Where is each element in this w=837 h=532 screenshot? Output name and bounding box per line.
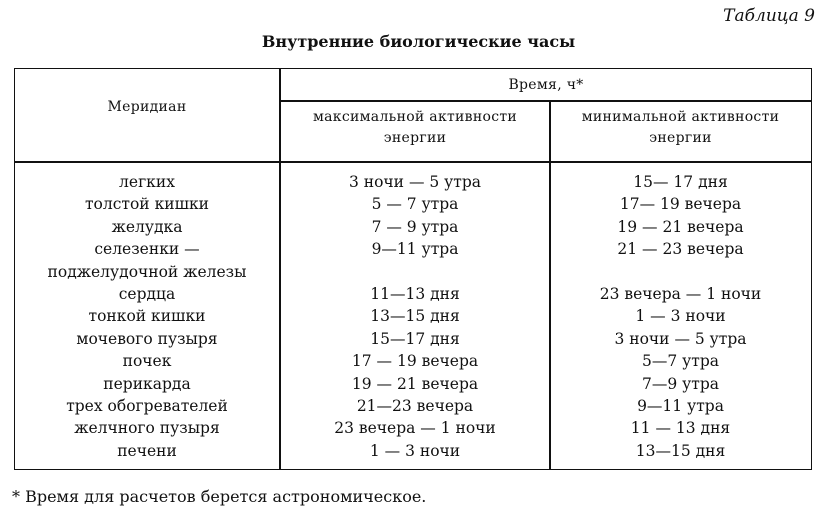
table-title: Внутренние биологические часы xyxy=(261,32,576,51)
meridian-cell: трех обогревателей xyxy=(66,397,228,415)
table-row xyxy=(15,440,810,462)
max-activity-cell: 5 — 7 утра xyxy=(371,195,459,214)
table-number-label: Таблица 9 xyxy=(723,6,815,26)
min-activity-cell: 21 — 23 вечера xyxy=(617,240,744,259)
max-activity-cell: 15—17 дня xyxy=(370,329,460,348)
table-row xyxy=(15,373,810,395)
min-activity-cell: 3 ночи — 5 утра xyxy=(614,329,747,348)
min-activity-cell: 23 вечера — 1 ночи xyxy=(599,285,762,303)
max-activity-cell: 7 — 9 утра xyxy=(371,217,459,236)
header-time-divider xyxy=(279,100,811,102)
min-activity-cell: 19 — 21 вечера xyxy=(617,217,744,236)
table-row xyxy=(15,261,810,283)
max-activity-cell: 11—13 дня xyxy=(370,285,460,303)
min-activity-cell: 7—9 утра xyxy=(641,374,719,393)
meridian-cell: селезенки — xyxy=(94,240,200,259)
table-row xyxy=(15,395,810,417)
header-meridian: Меридиан xyxy=(107,99,187,115)
max-activity-cell: 23 вечера — 1 ночи xyxy=(334,419,496,438)
table-row xyxy=(15,283,810,305)
table-row xyxy=(15,216,810,238)
table-row xyxy=(15,305,810,327)
header-max-line2: энергии xyxy=(383,130,447,146)
table-row xyxy=(15,171,810,193)
meridian-cell: желудка xyxy=(111,217,183,236)
meridian-cell: печени xyxy=(117,441,177,460)
max-activity-cell: 3 ночи — 5 утра xyxy=(348,173,482,191)
min-activity-cell: 11 — 13 дня xyxy=(630,419,731,438)
min-activity-cell: 17— 19 вечера xyxy=(619,195,742,214)
header-max-activity xyxy=(281,107,549,149)
footnote: * Время для расчетов берется астрономическое. xyxy=(12,487,427,506)
header-min-line2: энергии xyxy=(649,130,712,146)
meridian-cell: мочевого пузыря xyxy=(76,329,218,348)
header-max-line1: максимальной активности xyxy=(312,109,518,125)
header-bottom-divider xyxy=(15,161,811,163)
min-activity-cell: 15— 17 дня xyxy=(633,173,728,191)
table-row xyxy=(15,328,810,350)
max-activity-cell: 17 — 19 вечера xyxy=(351,352,479,371)
table-row xyxy=(15,417,810,439)
max-activity-cell: 21—23 вечера xyxy=(356,397,474,415)
meridian-cell: перикарда xyxy=(103,374,191,393)
min-activity-cell: 5—7 утра xyxy=(641,352,719,371)
meridian-cell: легких xyxy=(119,173,175,191)
max-activity-cell: 9—11 утра xyxy=(371,240,459,259)
min-activity-cell: 9—11 утра xyxy=(637,397,724,415)
biological-clock-table xyxy=(14,68,812,470)
max-activity-cell: 1 — 3 ночи xyxy=(369,441,461,460)
table-row xyxy=(15,193,810,215)
max-activity-cell: 13—15 дня xyxy=(370,307,460,326)
meridian-cell: тонкой кишки xyxy=(88,307,206,326)
header-min-line1: минимальной активности xyxy=(581,109,780,125)
header-time: Время, ч* xyxy=(508,77,584,93)
header-min-activity xyxy=(551,107,810,149)
min-activity-cell: 13—15 дня xyxy=(635,441,726,460)
meridian-cell: поджелудочной железы xyxy=(47,262,247,281)
table-row xyxy=(15,350,810,372)
meridian-cell: сердца xyxy=(118,285,176,303)
table-row xyxy=(15,238,810,260)
max-activity-cell: 19 — 21 вечера xyxy=(351,374,479,393)
min-activity-cell: 1 — 3 ночи xyxy=(635,307,726,326)
meridian-cell: толстой кишки xyxy=(84,195,210,214)
meridian-cell: желчного пузыря xyxy=(74,419,220,438)
meridian-cell: почек xyxy=(122,352,172,371)
